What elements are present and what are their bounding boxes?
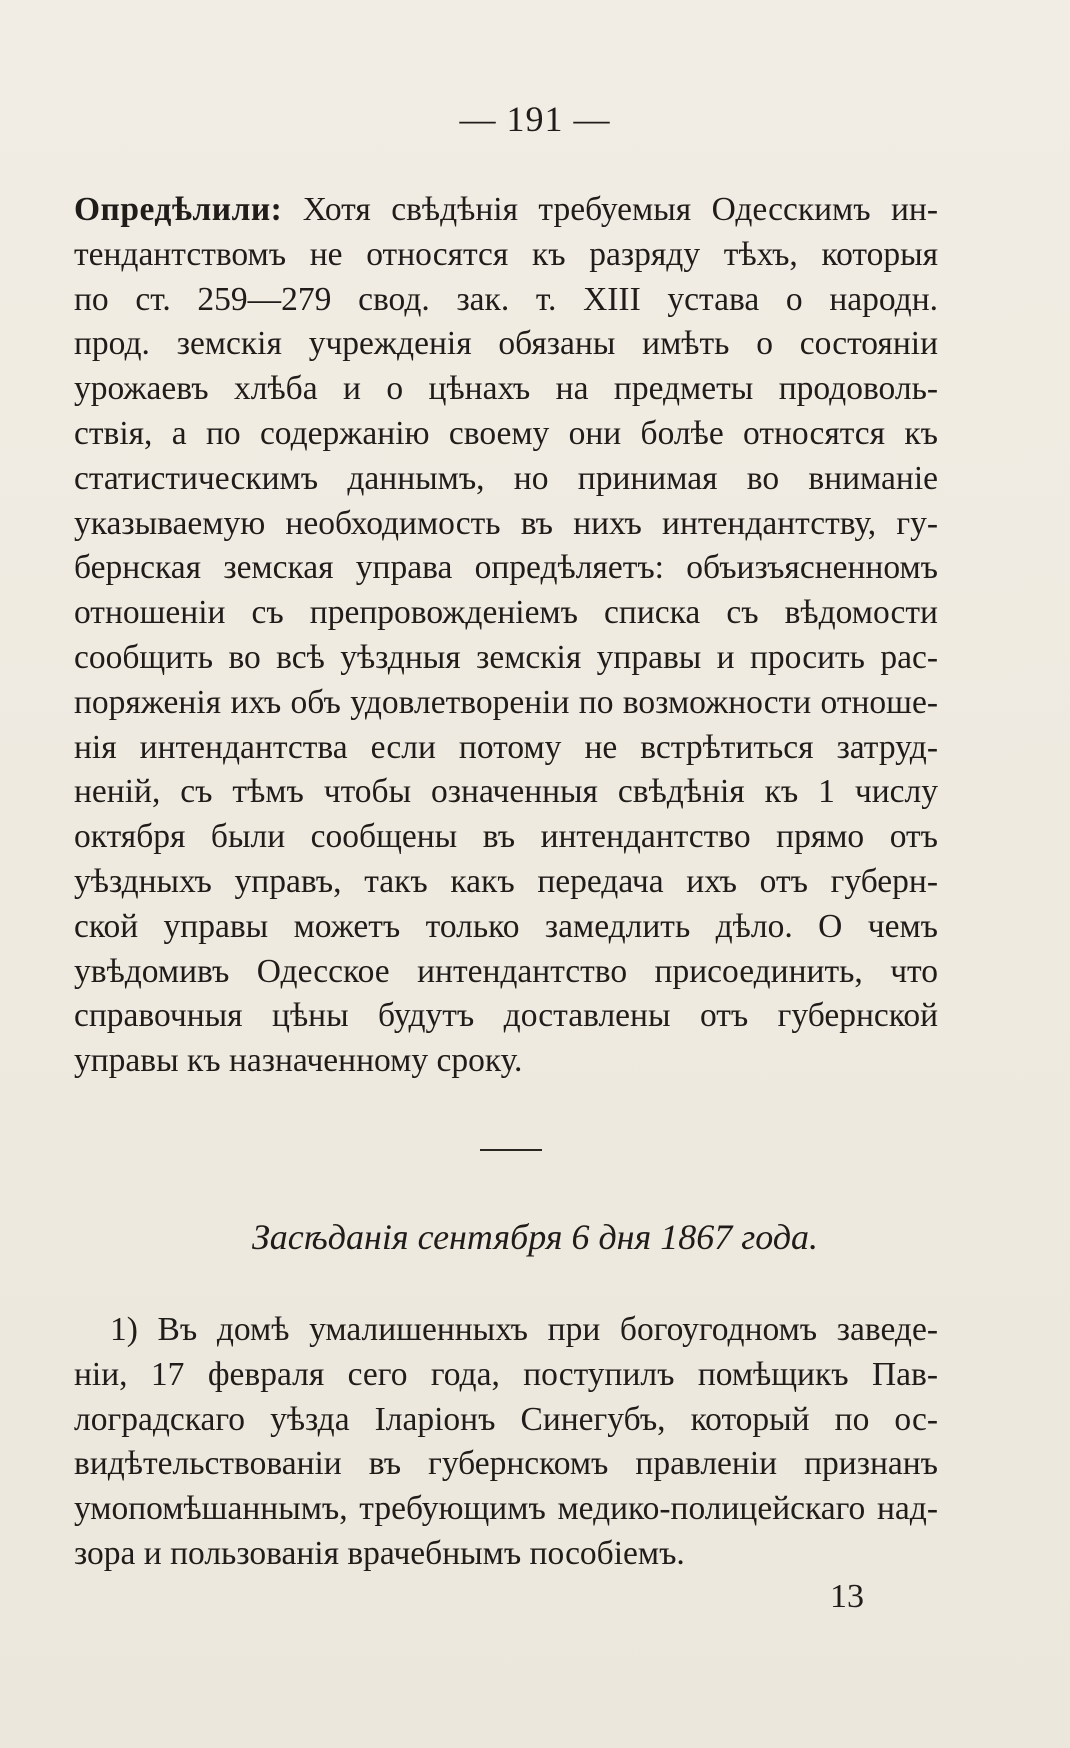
text-line: уѣздныхъ управъ, такъ какъ передача ихъ отъ губерн- (74, 862, 938, 900)
text-line: прод. земскія учрежденія обязаны имѣть о состояніи (74, 325, 938, 363)
text-line: статистическимъ даннымъ, но принимая во вниманіе (74, 459, 938, 497)
page-number: — 191 — (459, 99, 611, 139)
paragraph-resolution (74, 188, 938, 1084)
text-line: видѣтельствованіи въ губернскомъ правленіи признанъ (74, 1445, 938, 1483)
text-line: урожаевъ хлѣба и о цѣнахъ на предметы продоволь- (74, 370, 938, 408)
section-divider (480, 1149, 542, 1151)
signature-sheet-number: 13 (830, 1578, 864, 1615)
text-line: нія интендантства если потому не встрѣтиться затруд- (74, 728, 938, 766)
text-line: неній, съ тѣмъ чтобы означенныя свѣдѣнія къ 1 числу (74, 773, 938, 811)
text-line: умопомѣшаннымъ, требующимъ медико-полицейскаго над- (74, 1490, 938, 1528)
text-line: тендантствомъ не относятся къ разряду тѣхъ, которыя (74, 235, 938, 273)
text-line: отношеніи съ препровожденіемъ списка съ вѣдомости (74, 594, 938, 632)
text-line: увѣдомивъ Одесское интендантство присоединить, что (74, 952, 938, 990)
text-line: поряженія ихъ объ удовлетвореніи по возможности отноше- (74, 683, 938, 721)
text-line: лоградскаго уѣзда Іларіонъ Синегубъ, который по ос- (74, 1400, 938, 1438)
text-line: 1) Въ домѣ умалишенныхъ при богоугодномъ заведе- (110, 1311, 938, 1348)
text-line: ствія, а по содержанію своему они болѣе относятся къ (74, 414, 938, 452)
text-line: октября были сообщены въ интендантство прямо отъ (74, 818, 938, 856)
text-line: управы къ назначенному сроку. (74, 1042, 523, 1080)
text-line: ніи, 17 февраля сего года, поступилъ помѣщикъ Пав- (74, 1355, 938, 1393)
section-heading: Засѣданія сентября 6 дня 1867 года. (251, 1217, 819, 1257)
text-line: Опредѣлили: Хотя свѣдѣнія требуемыя Одесскимъ ин- (74, 191, 938, 228)
text-line: бернская земская управа опредѣляетъ: объизъясненномъ (74, 549, 938, 587)
text-line: справочныя цѣны будутъ доставлены отъ губернской (74, 997, 938, 1035)
text-line: ской управы можетъ только замедлить дѣло. О чемъ (74, 907, 938, 945)
lead-word: Опредѣлили: (74, 191, 283, 228)
text-line: по ст. 259—279 свод. зак. т. XIII устава о народн. (74, 280, 938, 318)
paragraph-item-1 (74, 1308, 938, 1577)
text-line: указываемую необходимость въ нихъ интендантству, гу- (74, 504, 938, 542)
text-line: зора и пользованія врачебнымъ пособіемъ. (74, 1534, 685, 1572)
text-line: сообщить во всѣ уѣздныя земскія управы и просить рас- (74, 638, 938, 676)
